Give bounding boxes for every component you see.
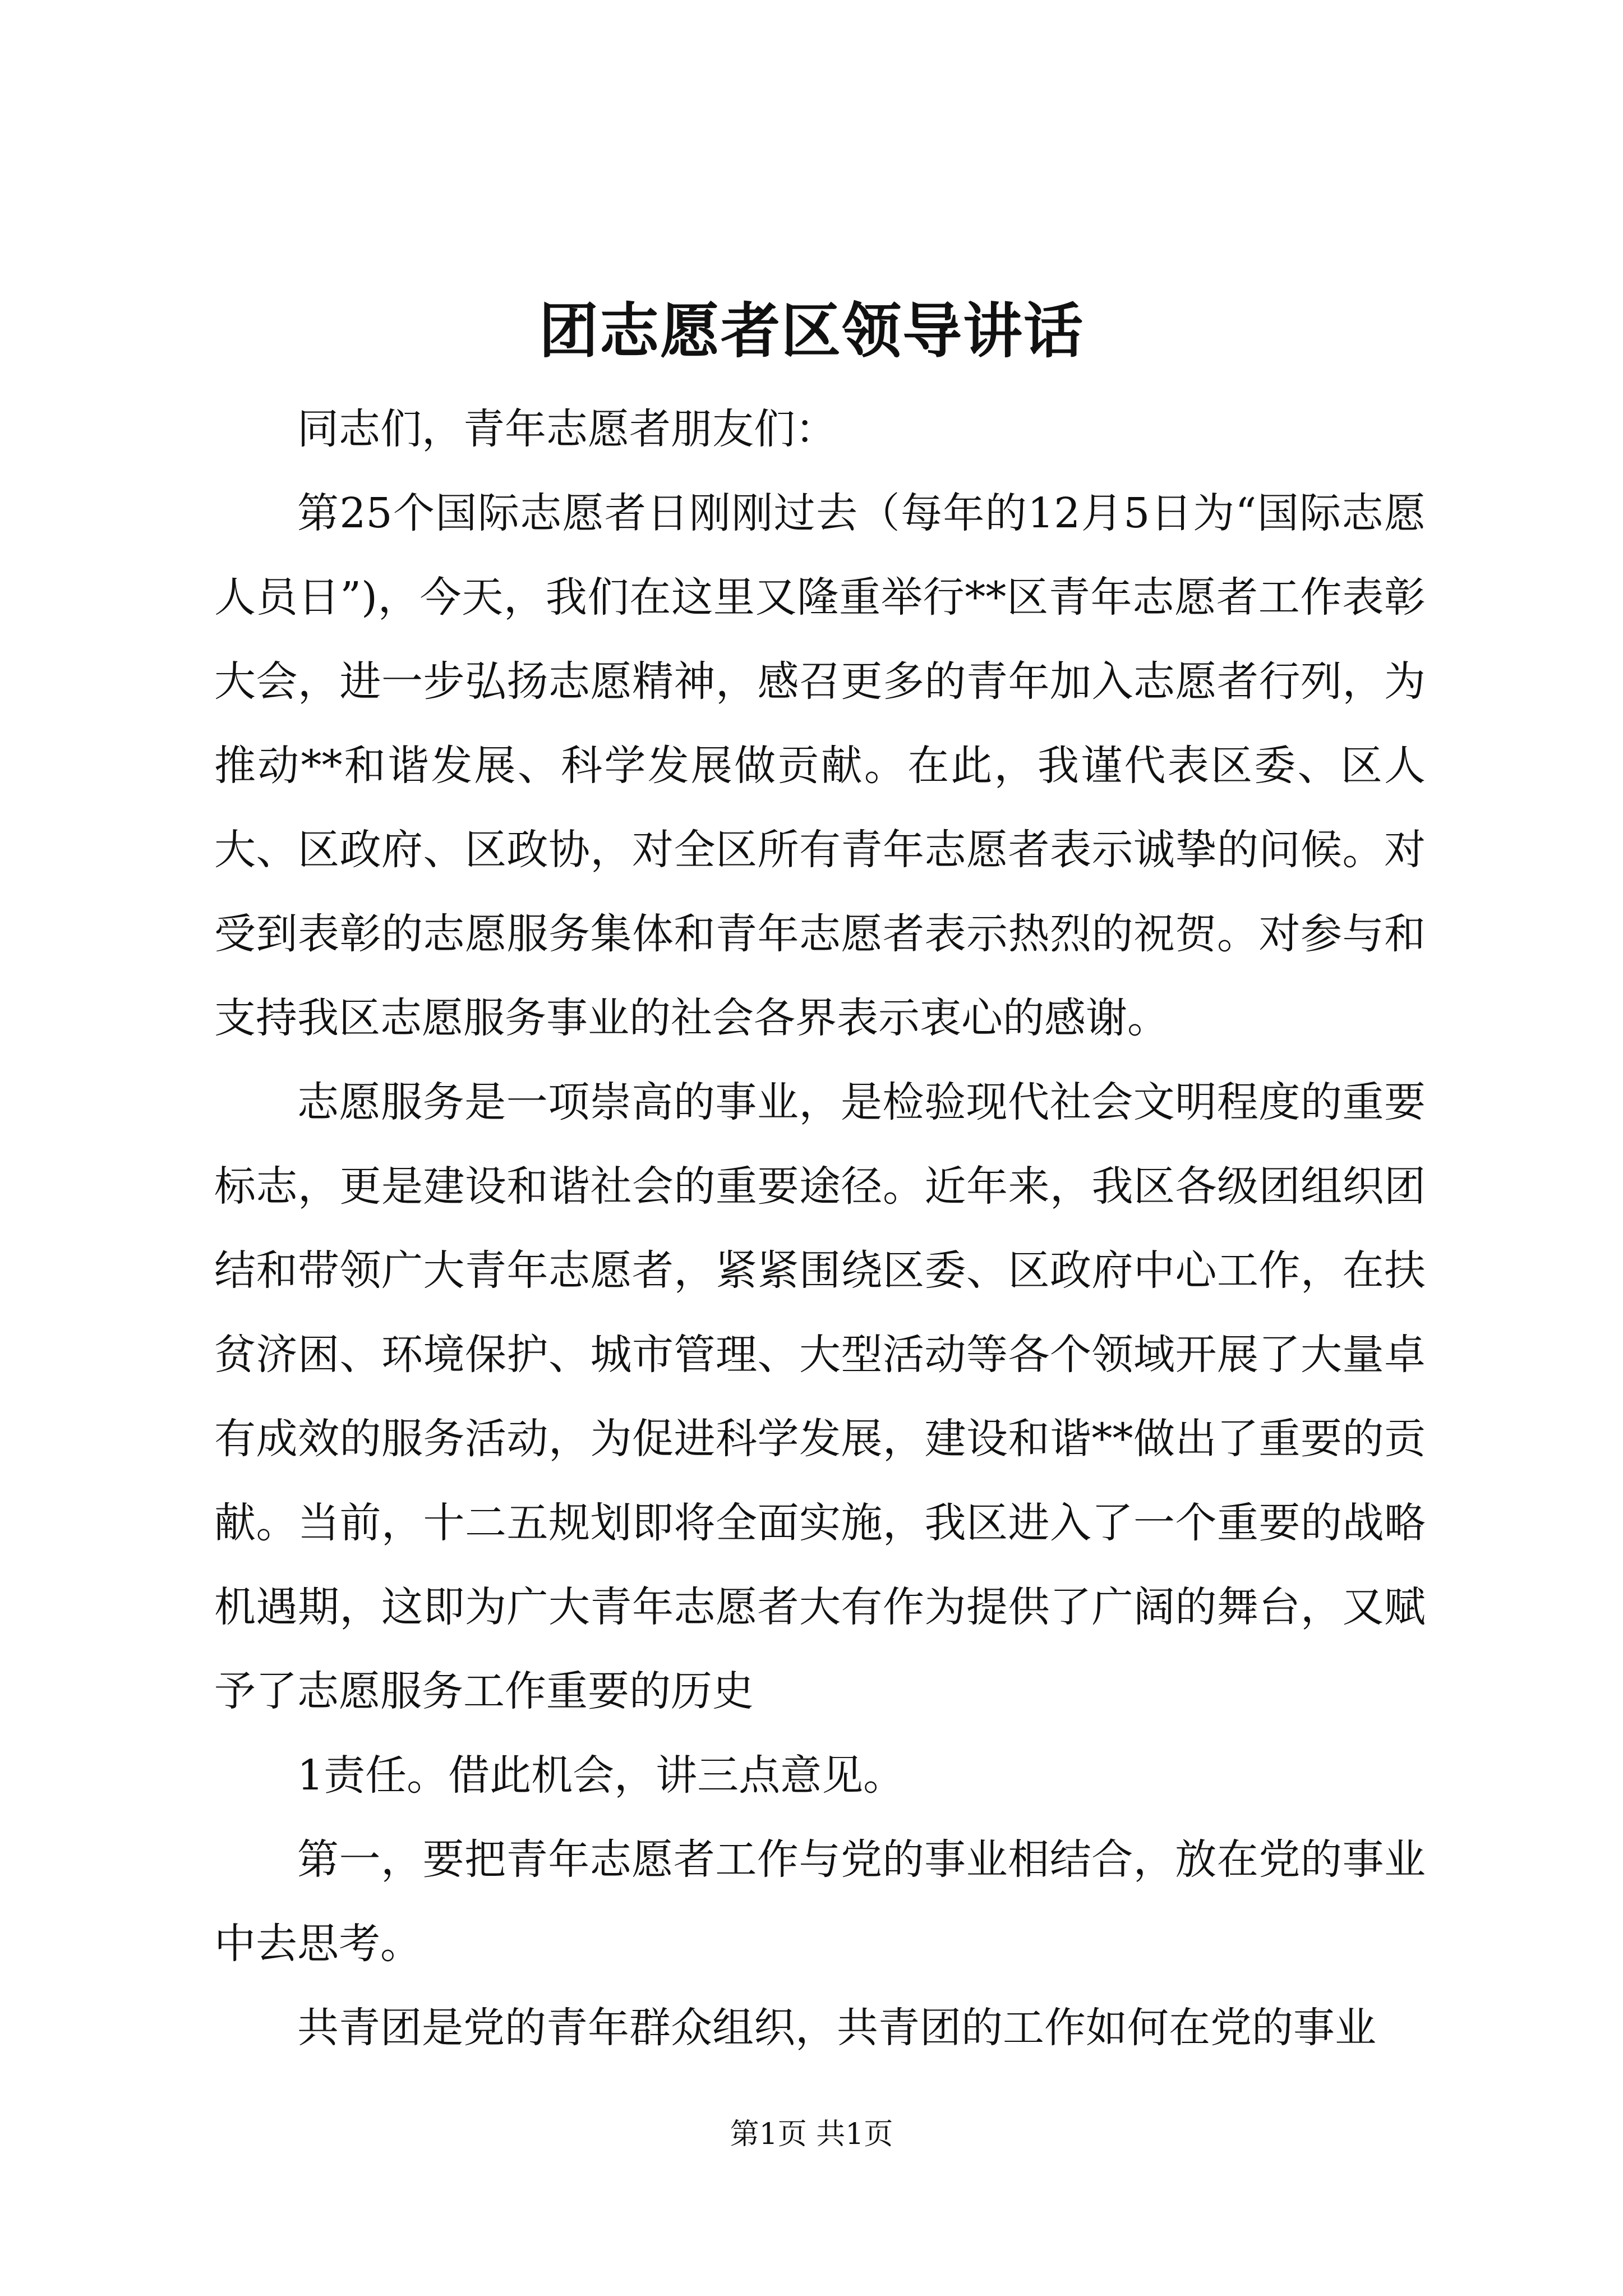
paragraph-volunteer-service: 志愿服务是一项崇高的事业，是检验现代社会文明程度的重要标志，更是建设和谐社会的重要途径。近年来，我区各级团组织团结和带领广大青年志愿者，紧紧围绕区委、区政府中心工作，在扶贫济困、环境保护、城市管理、大型活动等各个领域开展了大量卓有成效的服务活动，为促进科学发展，建设和谐**做出了重要的贡献。当前，十二五规划即将全面实施，我区进入了一个重要的战略机遇期，这即为广大青年志愿者大有作为提供了广阔的舞台，又赋予了志愿服务工作重要的历史: [214, 1078, 1426, 1715]
page-footer: 第1页 共1页: [730, 2118, 893, 2151]
paragraph-responsibility: 1责任。借此机会，讲三点意见。: [297, 1751, 905, 1800]
document-body: [214, 387, 1426, 2070]
document-title: 团志愿者区领导讲话: [539, 296, 1084, 366]
paragraph-greeting: 同志们，青年志愿者朋友们：: [297, 405, 837, 453]
paragraph-point-one: 第一，要把青年志愿者工作与党的事业相结合，放在党的事业中去思考。: [214, 1835, 1426, 1968]
paragraph-youth-league: 共青团是党的青年群众组织，共青团的工作如何在党的事业: [297, 2004, 1376, 2052]
paragraph-intro: 第25个国际志愿者日刚刚过去（每年的12月5日为“国际志愿人员日”)，今天，我们在这里又隆重举行**区青年志愿者工作表彰大会，进一步弘扬志愿精神，感召更多的青年加入志愿者行列，为推动**和谐发展、科学发展做贡献。在此，我谨代表区委、区人大、区政府、区政协，对全区所有青年志愿者表示诚挚的问候。对受到表彰的志愿服务集体和青年志愿者表示热烈的祝贺。对参与和支持我区志愿服务事业的社会各界表示衷心的感谢。: [214, 489, 1426, 1042]
